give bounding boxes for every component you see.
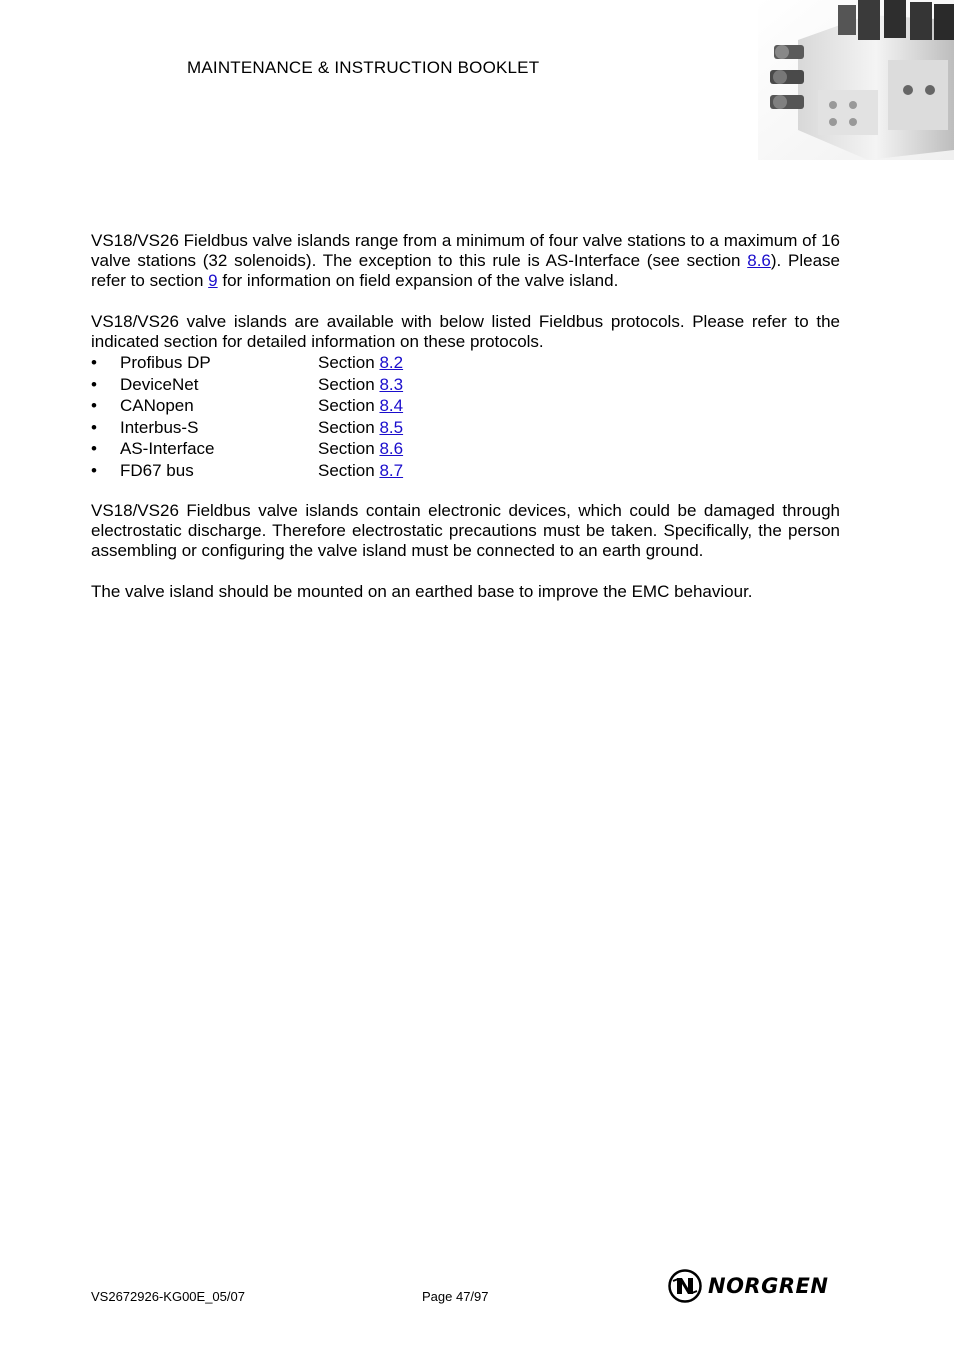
footer-page-number: Page 47/97 <box>422 1289 489 1304</box>
section-ref <box>318 374 403 396</box>
header-title: MAINTENANCE & INSTRUCTION BOOKLET <box>187 58 540 77</box>
footer-doc-id: VS2672926-KG00E_05/07 <box>91 1289 245 1304</box>
protocol-name: DeviceNet <box>120 374 199 394</box>
paragraph-station-range <box>91 231 840 291</box>
protocol-name: Profibus DP <box>120 353 211 372</box>
section-ref <box>318 438 403 460</box>
section-label: Section <box>318 353 375 372</box>
valve-island-photo <box>758 0 954 160</box>
section-ref <box>318 395 403 417</box>
paragraph-text: VS18/VS26 Fieldbus valve islands range from a minimum of four valve stations to a maximum of 16 valve stations (32 solenoids). The exception to this rule is AS-Interface (see section <box>91 231 840 270</box>
list-item <box>91 460 840 482</box>
list-item <box>91 417 840 439</box>
link-section[interactable]: 8.6 <box>379 439 404 458</box>
link-section[interactable]: 8.7 <box>379 460 404 480</box>
section-label: Section <box>318 460 375 480</box>
link-section[interactable]: 8.5 <box>379 417 404 437</box>
paragraph-text: ). Please refer to section <box>91 251 840 290</box>
bullet: • <box>91 460 97 480</box>
protocol-name: CANopen <box>120 396 194 415</box>
section-ref <box>318 352 403 374</box>
protocol-list <box>91 352 840 481</box>
logo-wordmark: NORGREN <box>708 1274 829 1298</box>
paragraph-esd-warning: VS18/VS26 Fieldbus valve islands contain electronic devices, which could be damaged through electrostatic discharge. Therefore electrostatic precautions must be taken. Specifically, the person assembling or configuring the valve island must be connected to an earth ground. <box>91 501 840 560</box>
paragraph-text: for information on field expansion of the valve island. <box>217 271 619 290</box>
paragraph-emc-mounting: The valve island should be mounted on an earthed base to improve the EMC behaviour. <box>91 582 753 601</box>
section-label: Section <box>318 374 375 394</box>
list-item <box>91 352 840 374</box>
bullet: • <box>91 417 97 437</box>
paragraph-protocols-intro: VS18/VS26 valve islands are available with below listed Fieldbus protocols. Please refer to the indicated section for detailed information on these protocols. <box>91 312 840 351</box>
link-section[interactable]: 8.3 <box>379 374 404 394</box>
section-ref <box>318 460 403 482</box>
list-item <box>91 438 840 460</box>
link-section[interactable]: 8.4 <box>379 396 404 415</box>
bullet: • <box>91 439 97 458</box>
body-content <box>91 231 840 602</box>
section-label: Section <box>318 439 375 458</box>
section-label: Section <box>318 396 375 415</box>
link-section-9[interactable]: 9 <box>208 271 218 290</box>
link-section[interactable]: 8.2 <box>379 353 404 372</box>
protocol-name: FD67 bus <box>120 460 194 480</box>
norgren-logo-icon <box>668 1269 702 1303</box>
section-ref <box>318 417 403 439</box>
list-item <box>91 395 840 417</box>
list-item <box>91 374 840 396</box>
protocol-name: AS-Interface <box>120 439 215 458</box>
bullet: • <box>91 374 97 394</box>
bullet: • <box>91 353 97 372</box>
norgren-logo <box>668 1268 828 1304</box>
link-section-8-6[interactable]: 8.6 <box>747 251 771 270</box>
section-label: Section <box>318 417 375 437</box>
protocol-name: Interbus-S <box>120 417 199 437</box>
bullet: • <box>91 396 97 415</box>
